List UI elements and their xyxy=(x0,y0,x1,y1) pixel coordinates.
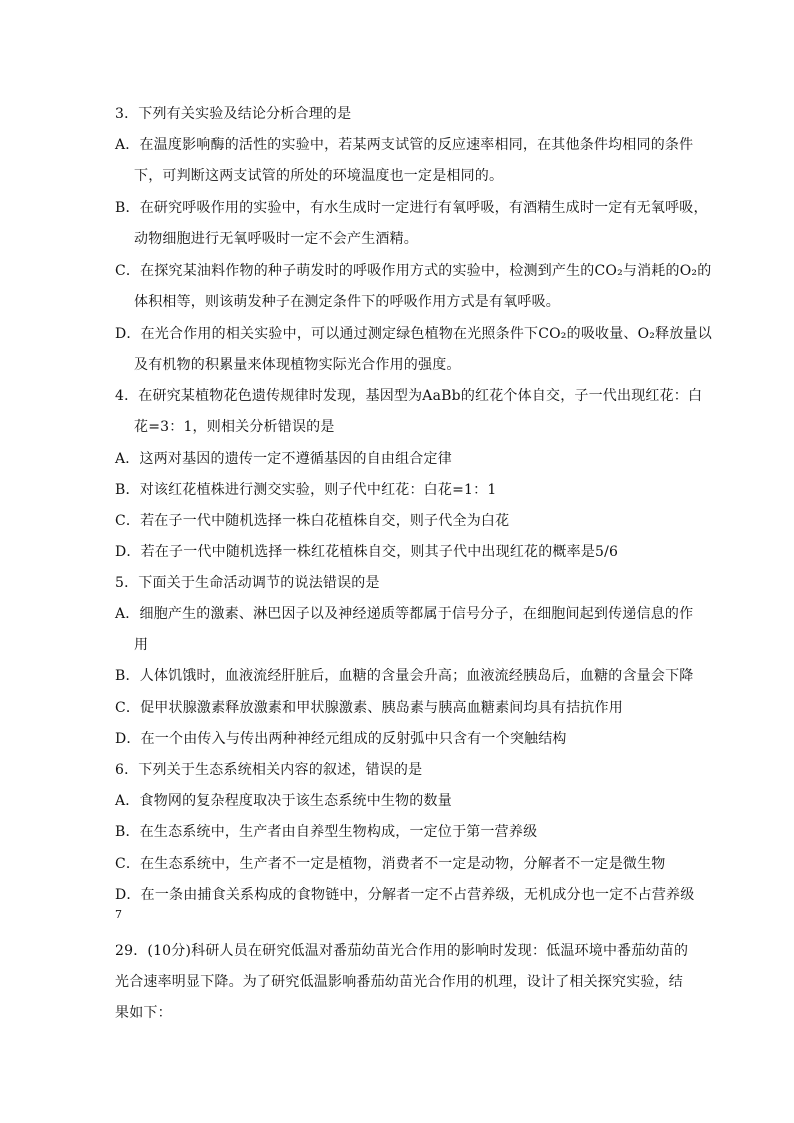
q4-option-a: A．这两对基因的遗传一定不遵循基因的自由组合定律 xyxy=(115,451,452,467)
q29-line-1: 29．(10分)科研人员在研究低温对番茄幼苗光合作用的影响时发现：低温环境中番茄幼苗的 xyxy=(115,943,689,959)
q4-option-b: B．对该红花植株进行测交实验，则子代中红花：白花=1：1 xyxy=(115,482,497,498)
q3-option-a: A．在温度影响酶的活性的实验中，若某两支试管的反应速率相同，在其他条件均相同的条件 xyxy=(115,137,694,153)
q6-stem: 6．下列关于生态系统相关内容的叙述，错误的是 xyxy=(115,762,423,778)
q4-option-d: D．若在子一代中随机选择一株红花植株自交，则其子代中出现红花的概率是5/6 xyxy=(115,544,619,560)
q3-option-c-cont: 体积相等，则该萌发种子在测定条件下的呼吸作用方式是有氧呼吸。 xyxy=(134,294,560,310)
q3-option-a-cont: 下，可判断这两支试管的所处的环境温度也一定是相同的。 xyxy=(134,168,504,184)
q6-option-d: D．在一条由捕食关系构成的食物链中，分解者一定不占营养级，无机成分也一定不占营养级 xyxy=(115,887,695,903)
q29-line-2: 光合速率明显下降。为了研究低温影响番茄幼苗光合作用的机理，设计了相关探究实验，结 xyxy=(115,974,683,990)
q5-option-c: C．促甲状腺激素释放激素和甲状腺激素、胰岛素与胰高血糖素间均具有拮抗作用 xyxy=(115,700,623,716)
q3-option-d: D．在光合作用的相关实验中，可以通过测定绿色植物在光照条件下CO₂的吸收量、O₂释放量以 xyxy=(115,326,712,342)
q5-option-a: A．细胞产生的激素、淋巴因子以及神经递质等都属于信号分子，在细胞间起到传递信息的作 xyxy=(115,606,694,622)
q3-option-d-cont: 及有机物的积累量来体现植物实际光合作用的强度。 xyxy=(134,357,461,373)
q3-option-b: B．在研究呼吸作用的实验中，有水生成时一定进行有氧呼吸，有酒精生成时一定有无氧呼吸， xyxy=(115,200,708,216)
q5-stem: 5．下面关于生命活动调节的说法错误的是 xyxy=(115,575,380,591)
q4-stem-cont: 花=3：1，则相关分析错误的是 xyxy=(134,419,335,435)
stray-mark: 7 xyxy=(115,908,122,921)
q6-option-a: A．食物网的复杂程度取决于该生态系统中生物的数量 xyxy=(115,793,452,809)
q4-stem: 4．在研究某植物花色遗传规律时发现，基因型为AaBb的红花个体自交，子一代出现红花：白 xyxy=(115,388,703,404)
q3-stem: 3．下列有关实验及结论分析合理的是 xyxy=(115,106,352,122)
q6-option-c: C．在生态系统中，生产者不一定是植物，消费者不一定是动物，分解者不一定是微生物 xyxy=(115,856,666,872)
q29-line-3: 果如下： xyxy=(115,1005,172,1021)
q3-option-b-cont: 动物细胞进行无氧呼吸时一定不会产生酒精。 xyxy=(134,231,418,247)
q4-option-c: C．若在子一代中随机选择一株白花植株自交，则子代全为白花 xyxy=(115,513,510,529)
q5-option-b: B．人体饥饿时，血液流经肝脏后，血糖的含量会升高；血液流经胰岛后，血糖的含量会下降 xyxy=(115,668,694,684)
q3-option-c: C．在探究某油料作物的种子萌发时的呼吸作用方式的实验中，检测到产生的CO₂与消耗的O₂的 xyxy=(115,263,712,279)
q5-option-d: D．在一个由传入与传出两种神经元组成的反射弧中只含有一个突触结构 xyxy=(115,731,567,747)
q5-option-a-cont: 用 xyxy=(134,637,149,653)
q6-option-b: B．在生态系统中，生产者由自养型生物构成，一定位于第一营养级 xyxy=(115,824,538,840)
